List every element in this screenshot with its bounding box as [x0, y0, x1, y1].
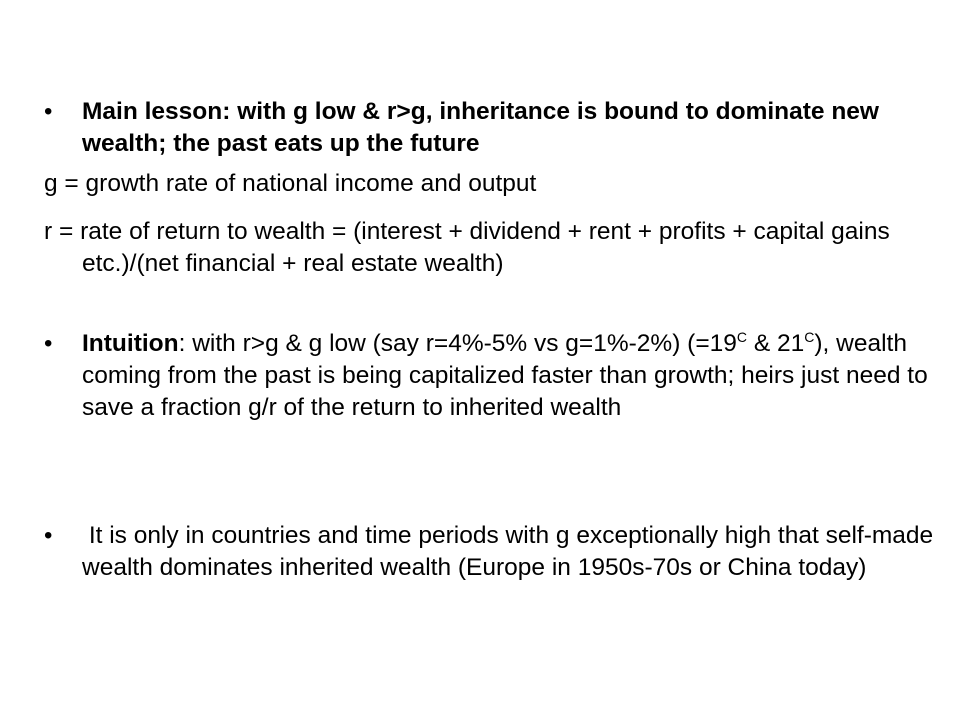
intuition-text-a: : with r>g & g low (say r=4%-5% vs g=1%-2%) (=19 — [178, 330, 737, 357]
bullet-icon: • — [44, 330, 53, 357]
intuition-text-c: ), wealth coming from the past is being capitalized faster than growth; heirs just need to save a fraction g/r of the return to inherited wealth — [82, 330, 928, 421]
countries-item — [44, 520, 944, 584]
superscript-c-1: C — [736, 329, 748, 345]
definition-g-text: g = growth rate of national income and output — [44, 170, 537, 197]
definition-r-text: r = rate of return to wealth = (interest + dividend + rent + profits + capital gains etc.)/(net financial + real estate wealth) — [44, 218, 890, 277]
intuition-text — [82, 328, 944, 424]
bullet-icon: • — [44, 522, 53, 549]
intuition-item — [44, 328, 944, 424]
main-lesson-text: Main lesson: with g low & r>g, inheritance is bound to dominate new wealth; the past eats up the future — [82, 98, 879, 157]
definition-r — [44, 216, 944, 280]
superscript-c-2: C — [804, 329, 815, 345]
bullet-icon: • — [44, 98, 53, 125]
countries-text: It is only in countries and time periods with g exceptionally high that self-made wealth dominates inherited wealth (Europe in 1950s-70s or China today) — [82, 522, 940, 581]
main-lesson-item — [44, 96, 944, 160]
intuition-label: Intuition — [82, 330, 179, 357]
intuition-text-b: & 21 — [747, 330, 805, 357]
definition-g — [44, 168, 944, 200]
